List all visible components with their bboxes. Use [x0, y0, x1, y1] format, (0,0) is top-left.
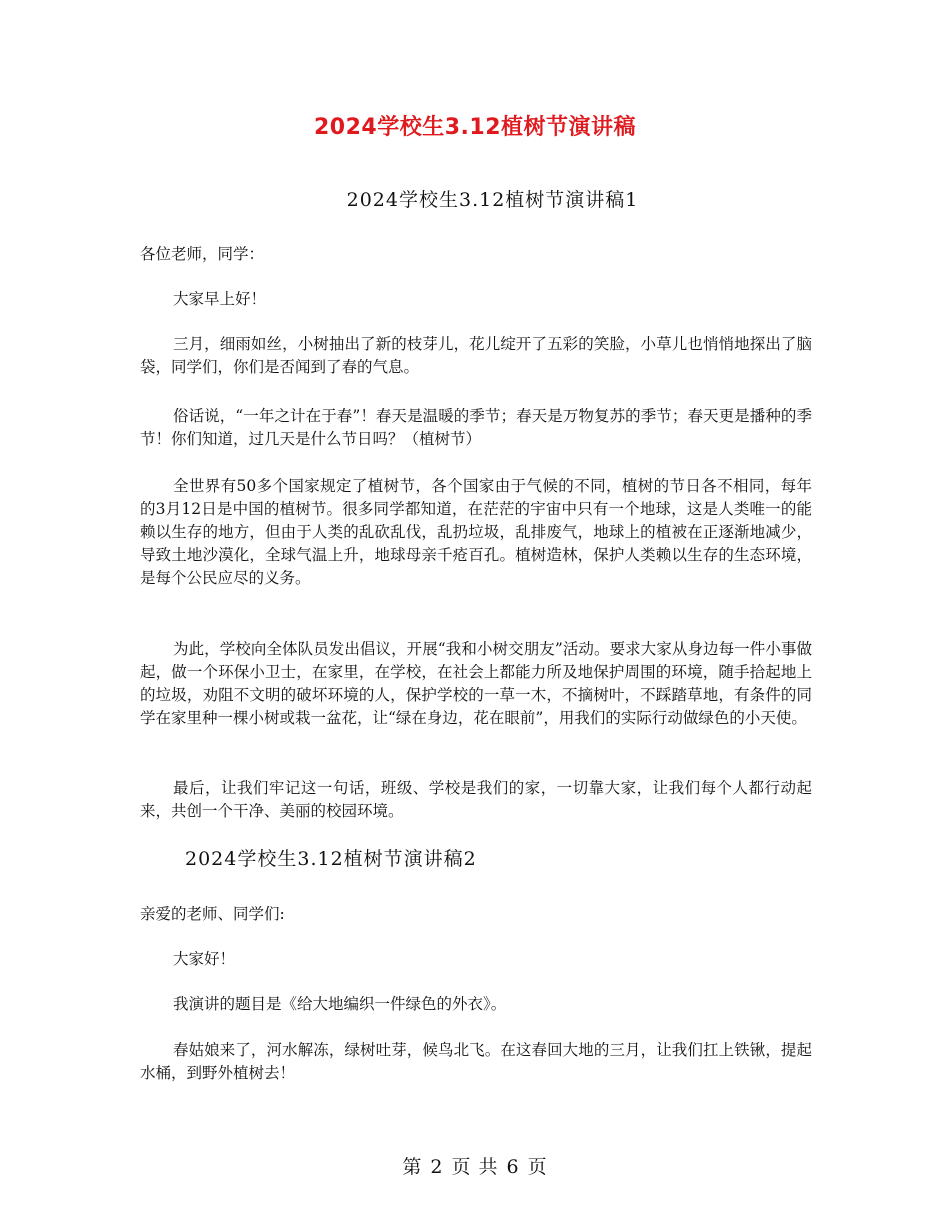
section-1-greeting: 大家早上好！ — [173, 290, 267, 308]
section-2-paragraph-1: 我演讲的题目是《给大地编织一件绿色的外衣》。 — [173, 995, 507, 1013]
section-1-paragraph-2: 俗话说，“一年之计在于春”！春天是温暖的季节；春天是万物复苏的季节；春天更是播种的季节！你们知道，过几天是什么节日吗？（植树节） — [140, 407, 812, 448]
footer-current-page: 2 — [430, 1156, 444, 1178]
section-1-salutation: 各位老师，同学： — [140, 245, 265, 263]
footer-middle: 页 共 — [451, 1156, 499, 1178]
footer-prefix: 第 — [402, 1156, 423, 1178]
document-title: 2024学校生3.12植树节演讲稿 — [313, 115, 636, 140]
section-1-paragraph-3: 全世界有50多个国家规定了植树节，各个国家由于气候的不同，植树的节日各不相同，每年的3月12日是中国的植树节。很多同学都知道，在茫茫的宇宙中只有一个地球，这是人类唯一的能赖以生存的地方，但由于人类的乱砍乱伐，乱扔垃圾，乱排废气，地球上的植被在正逐渐地减少，导致土地沙漠化，全球气温上升，地球母亲千疮百孔。植树造林，保护人类赖以生存的生态环境，是每个公民应尽的义务。 — [140, 477, 812, 587]
section-1-paragraph-5: 最后，让我们牢记这一句话，班级、学校是我们的家，一切靠大家，让我们每个人都行动起来，共创一个干净、美丽的校园环境。 — [140, 779, 812, 820]
section-2-greeting: 大家好！ — [173, 950, 236, 968]
section-2-paragraph-2: 春姑娘来了，河水解冻，绿树吐芽，候鸟北飞。在这春回大地的三月，让我们扛上铁锹，提起水桶，到野外植树去！ — [140, 1041, 812, 1082]
section-1-paragraph-1: 三月，细雨如丝，小树抽出了新的枝芽儿，花儿绽开了五彩的笑脸，小草儿也悄悄地探出了脑袋，同学们，你们是否闻到了春的气息。 — [140, 335, 812, 376]
section-1-heading: 2024学校生3.12植树节演讲稿1 — [346, 189, 639, 211]
section-2-heading: 2024学校生3.12植树节演讲稿2 — [185, 848, 477, 870]
page-number-footer — [0, 1152, 950, 1179]
section-1-paragraph-4: 为此，学校向全体队员发出倡议，开展“我和小树交朋友”活动。要求大家从身边每一件小事做起，做一个环保小卫士，在家里，在学校，在社会上都能力所及地保护周围的环境，随手拾起地上的垃圾，劝阻不文明的破坏环境的人，保护学校的一草一木，不摘树叶，不踩踏草地，有条件的同学在家里种一棵小树或栽一盆花，让“绿在身边，花在眼前”，用我们的实际行动做绿色的小天使。 — [140, 640, 812, 727]
footer-total-pages: 6 — [506, 1156, 520, 1178]
footer-suffix: 页 — [527, 1156, 548, 1178]
section-2-salutation: 亲爱的老师、同学们: — [140, 905, 285, 923]
